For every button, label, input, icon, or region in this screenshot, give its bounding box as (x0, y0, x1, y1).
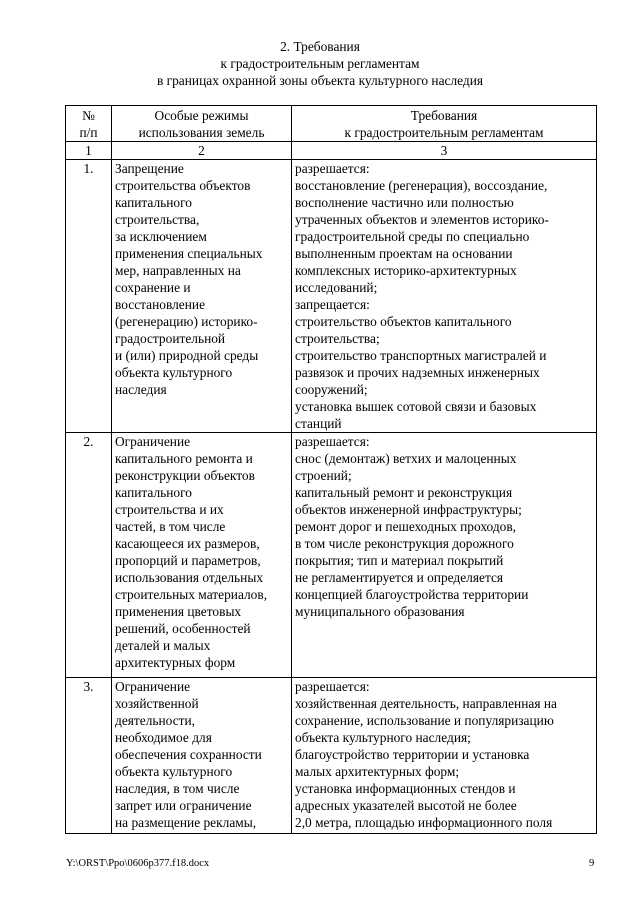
cell-text-line: обеспечения сохранности (115, 747, 262, 762)
footer-file-path: Y:\ORST\Ppo\0606p377.f18.docx (66, 858, 210, 869)
cell-text-line: наследия (115, 382, 167, 397)
cell-text-line: комплексных историко-архитектурных (295, 263, 517, 278)
header-modes-line1: Особые режимы (154, 108, 249, 123)
cell-text-line: восстановление (115, 297, 206, 312)
cell-text-line: капитальный ремонт и реконструкция (295, 485, 513, 500)
cell-text-line: решений, особенностей (115, 621, 251, 636)
header-land-use-modes (112, 106, 292, 142)
table-row (66, 160, 597, 433)
cell-text-line: объекта культурного наследия; (295, 730, 471, 745)
cell-text-line: выполненным проектам на основании (295, 246, 513, 261)
title-line-3: в границах охранной зоны объекта культурного наследия (156, 73, 484, 88)
row-mode-cell (112, 433, 292, 678)
cell-text-line: хозяйственная деятельность, направленная на (295, 696, 557, 711)
table-row (66, 433, 597, 678)
cell-text-line: градостроительной среды по специально (295, 229, 530, 244)
cell-text-line: применения специальных (115, 246, 263, 261)
header-req-line2: к градостроительным регламентам (344, 125, 544, 140)
cell-text-line: развязок и прочих надземных инженерных (295, 365, 540, 380)
cell-text-line: разрешается: (295, 161, 370, 176)
cell-text-line: капитального ремонта и (115, 451, 253, 466)
row-requirements-cell (292, 433, 597, 678)
cell-text-line: восполнение частично или полностью (295, 195, 514, 210)
title-line-1: 2. Требования (280, 39, 360, 54)
cell-text-line: необходимое для (115, 730, 212, 745)
cell-text-line: сохранение, использование и популяризацию (295, 713, 554, 728)
header-req-line1: Требования (410, 108, 478, 123)
cell-text-line: деталей и малых (115, 638, 211, 653)
title-line-2: к градостроительным регламентам (220, 56, 420, 71)
cell-text-line: строительных материалов, (115, 587, 268, 602)
cell-text-line: разрешается: (295, 679, 370, 694)
cell-text-line: (регенерацию) историко- (115, 314, 258, 329)
cell-text-line: не регламентируется и определяется (295, 570, 504, 585)
column-number: 1 (66, 142, 112, 160)
cell-text-line: объекта культурного (115, 365, 233, 380)
cell-text-line: ремонт дорог и пешеходных проходов, (295, 519, 517, 534)
header-number-line1: № (82, 108, 95, 123)
column-numbers-row (66, 142, 597, 160)
cell-text-line: строительства; (295, 331, 380, 346)
table-header-row (66, 106, 597, 142)
cell-text-line: архитектурных форм (115, 655, 236, 670)
cell-text-line: объектов инженерной инфраструктуры; (295, 502, 522, 517)
cell-text-line: запрещается: (295, 297, 370, 312)
cell-text-line: использования отдельных (115, 570, 264, 585)
row-mode-cell (112, 678, 292, 834)
row-number: 2. (66, 433, 112, 678)
cell-text-line: строительства и их (115, 502, 224, 517)
cell-text-line: станций (295, 416, 342, 431)
cell-text-line: строительство транспортных магистралей и (295, 348, 547, 363)
cell-text-line: строений; (295, 468, 352, 483)
cell-text-line: капитального (115, 485, 192, 500)
cell-text-line: сооружений; (295, 382, 368, 397)
row-number: 1. (66, 160, 112, 433)
column-number: 2 (112, 142, 292, 160)
cell-text-line: мер, направленных на (115, 263, 241, 278)
cell-text-line: и (или) природной среды (115, 348, 259, 363)
table-row (66, 678, 597, 834)
cell-text-line: покрытия; тип и материал покрытий (295, 553, 504, 568)
header-requirements (292, 106, 597, 142)
cell-text-line: хозяйственной (115, 696, 199, 711)
header-number-line2: п/п (79, 125, 98, 140)
cell-text-line: на размещение рекламы, (115, 815, 257, 830)
row-requirements-cell (292, 678, 597, 834)
cell-text-line: снос (демонтаж) ветхих и малоценных (295, 451, 517, 466)
cell-text-line: применения цветовых (115, 604, 242, 619)
cell-text-line: строительства, (115, 212, 200, 227)
cell-text-line: исследований; (295, 280, 378, 295)
cell-text-line: в том числе реконструкция дорожного (295, 536, 514, 551)
cell-text-line: муниципального образования (295, 604, 465, 619)
cell-text-line: деятельности, (115, 713, 196, 728)
section-title (0, 38, 640, 89)
cell-text-line: Ограничение (115, 679, 191, 694)
cell-text-line: частей, в том числе (115, 519, 226, 534)
cell-text-line: 2,0 метра, площадью информационного поля (295, 815, 553, 830)
cell-text-line: реконструкции объектов (115, 468, 255, 483)
cell-text-line: разрешается: (295, 434, 370, 449)
cell-text-line: пропорций и параметров, (115, 553, 261, 568)
cell-text-line: концепцией благоустройства территории (295, 587, 529, 602)
column-number: 3 (292, 142, 597, 160)
cell-text-line: Запрещение (115, 161, 184, 176)
header-modes-line2: использования земель (138, 125, 265, 140)
cell-text-line: адресных указателей высотой не более (295, 798, 517, 813)
cell-text-line: установка информационных стендов и (295, 781, 516, 796)
cell-text-line: объекта культурного (115, 764, 233, 779)
cell-text-line: строительство объектов капитального (295, 314, 512, 329)
cell-text-line: капитального (115, 195, 192, 210)
regulations-table (65, 105, 597, 834)
cell-text-line: восстановление (регенерация), воссоздание, (295, 178, 548, 193)
row-mode-cell (112, 160, 292, 433)
cell-text-line: касающееся их размеров, (115, 536, 260, 551)
cell-text-line: за исключением (115, 229, 207, 244)
cell-text-line: благоустройство территории и установка (295, 747, 530, 762)
cell-text-line: запрет или ограничение (115, 798, 252, 813)
cell-text-line: утраченных объектов и элементов историко- (295, 212, 549, 227)
cell-text-line: Ограничение (115, 434, 191, 449)
cell-text-line: малых архитектурных форм; (295, 764, 460, 779)
cell-text-line: сохранение и (115, 280, 191, 295)
header-number (66, 106, 112, 142)
cell-text-line: строительства объектов (115, 178, 251, 193)
row-number: 3. (66, 678, 112, 834)
row-requirements-cell (292, 160, 597, 433)
cell-text-line: наследия, в том числе (115, 781, 240, 796)
page-number: 9 (589, 858, 595, 869)
cell-text-line: установка вышек сотовой связи и базовых (295, 399, 537, 414)
cell-text-line: градостроительной (115, 331, 226, 346)
